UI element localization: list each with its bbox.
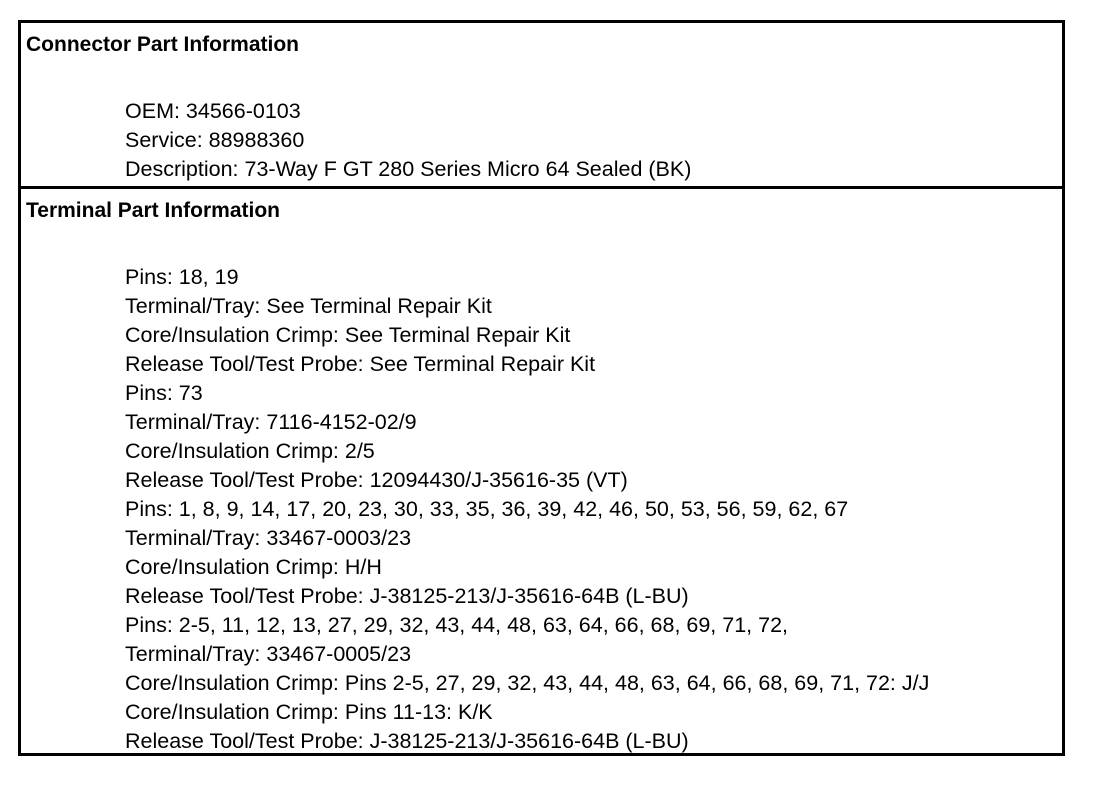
terminal-info-line: Core/Insulation Crimp: 2/5 bbox=[125, 439, 375, 463]
terminal-info-line: Release Tool/Test Probe: J-38125-213/J-35616-64B (L-BU) bbox=[125, 584, 689, 608]
terminal-info-line: Pins: 73 bbox=[125, 381, 203, 405]
terminal-info-line: Pins: 1, 8, 9, 14, 17, 20, 23, 30, 33, 35, 36, 39, 42, 46, 50, 53, 56, 59, 62, 67 bbox=[125, 497, 849, 521]
parts-info-table bbox=[18, 20, 1065, 756]
terminal-part-section bbox=[21, 189, 1062, 753]
terminal-info-line: Core/Insulation Crimp: See Terminal Repair Kit bbox=[125, 323, 571, 347]
terminal-info-line: Release Tool/Test Probe: J-38125-213/J-35616-64B (L-BU) bbox=[125, 729, 689, 753]
connector-info-list bbox=[125, 97, 691, 184]
terminal-info-line: Release Tool/Test Probe: 12094430/J-35616-35 (VT) bbox=[125, 468, 628, 492]
terminal-info-line: Terminal/Tray: See Terminal Repair Kit bbox=[125, 294, 492, 318]
connector-service-line: Service: 88988360 bbox=[125, 128, 305, 152]
terminal-info-line: Core/Insulation Crimp: H/H bbox=[125, 555, 382, 579]
terminal-info-list bbox=[125, 263, 929, 756]
connector-part-section bbox=[21, 23, 1062, 189]
terminal-info-line: Terminal/Tray: 7116-4152-02/9 bbox=[125, 410, 417, 434]
connector-description-line: Description: 73-Way F GT 280 Series Micro 64 Sealed (BK) bbox=[125, 157, 692, 181]
terminal-info-line: Terminal/Tray: 33467-0003/23 bbox=[125, 526, 412, 550]
terminal-info-line: Terminal/Tray: 33467-0005/23 bbox=[125, 642, 412, 666]
terminal-info-line: Pins: 18, 19 bbox=[125, 265, 239, 289]
terminal-info-line: Core/Insulation Crimp: Pins 11-13: K/K bbox=[125, 700, 493, 724]
connector-section-title: Connector Part Information bbox=[26, 33, 300, 56]
terminal-info-line: Release Tool/Test Probe: See Terminal Repair Kit bbox=[125, 352, 596, 376]
connector-oem-line: OEM: 34566-0103 bbox=[125, 99, 301, 123]
terminal-section-title: Terminal Part Information bbox=[26, 199, 280, 222]
terminal-info-line: Core/Insulation Crimp: Pins 2-5, 27, 29, 32, 43, 44, 48, 63, 64, 66, 68, 69, 71, 72: J/J bbox=[125, 671, 930, 695]
terminal-info-line: Pins: 2-5, 11, 12, 13, 27, 29, 32, 43, 44, 48, 63, 64, 66, 68, 69, 71, 72, bbox=[125, 613, 789, 637]
